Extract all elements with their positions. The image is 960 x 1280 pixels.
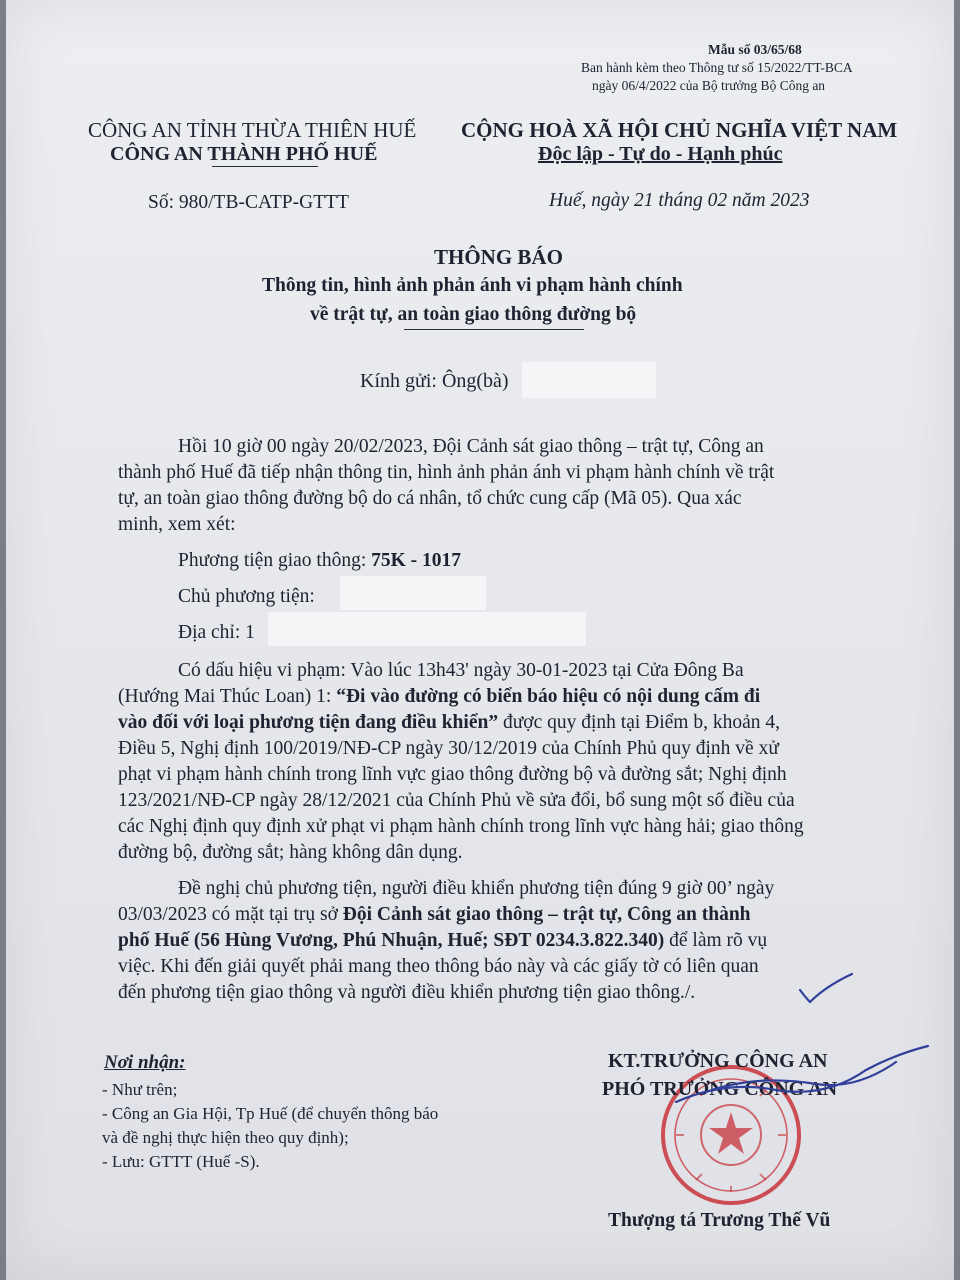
redacted-owner bbox=[340, 576, 486, 610]
vehicle-plate: 75K - 1017 bbox=[371, 550, 462, 571]
request-office-1: Đội Cảnh sát giao thông – trật tự, Công an thành bbox=[342, 904, 751, 925]
violation-line-2 bbox=[118, 684, 760, 709]
violation-line-6: 123/2021/NĐ-CP ngày 28/12/2021 của Chính Phủ về sửa đổi, bổ sung một số điều của bbox=[118, 790, 795, 811]
form-number: Mẫu số 03/65/68 bbox=[708, 42, 802, 57]
redacted-address bbox=[268, 612, 586, 646]
vehicle-field bbox=[178, 548, 461, 573]
violation-line-8: đường bộ, đường sắt; hàng không dân dụng. bbox=[118, 842, 463, 863]
recipients-heading: Nơi nhận: bbox=[104, 1052, 186, 1073]
request-line-4: việc. Khi đến giải quyết phải mang theo thông báo này và các giấy tờ có liên quan bbox=[118, 956, 759, 977]
intro-line-3: tự, an toàn giao thông đường bộ do cá nhân, tổ chức cung cấp (Mã 05). Qua xác bbox=[118, 488, 742, 509]
pen-mark-icon bbox=[796, 972, 856, 1006]
recipient-item: - Công an Gia Hội, Tp Huế (để chuyển thông báo bbox=[102, 1104, 439, 1123]
redacted-recipient-name bbox=[522, 362, 656, 398]
agency-name: CÔNG AN THÀNH PHỐ HUẾ bbox=[110, 143, 378, 165]
request-office-2: phố Huế (56 Hùng Vương, Phú Nhuận, Huế; SĐT 0234.3.822.340) bbox=[118, 930, 665, 951]
request-line-1: Đề nghị chủ phương tiện, người điều khiển phương tiện đúng 9 giờ 00’ ngày bbox=[178, 878, 775, 899]
agency-parent: CÔNG AN TỈNH THỪA THIÊN HUẾ bbox=[88, 118, 417, 142]
violation-legal-ref: được quy định tại Điểm b, khoản 4, bbox=[498, 712, 780, 733]
signature-title-2: PHÓ TRƯỞNG CÔNG AN bbox=[602, 1078, 838, 1100]
intro-line-1: Hồi 10 giờ 00 ngày 20/02/2023, Đội Cảnh sát giao thông – trật tự, Công an bbox=[178, 436, 764, 457]
violation-location: (Hướng Mai Thúc Loan) 1: bbox=[118, 686, 337, 707]
recipient-item: và đề nghị thực hiện theo quy định); bbox=[102, 1128, 349, 1147]
violation-line-1: Có dấu hiệu vi phạm: Vào lúc 13h43' ngày 30-01-2023 tại Cửa Đông Ba bbox=[178, 660, 744, 681]
agency-underline bbox=[212, 166, 318, 167]
document-subtitle-2: về trật tự, an toàn giao thông đường bộ bbox=[310, 304, 637, 325]
owner-label: Chủ phương tiện: bbox=[178, 586, 315, 607]
request-purpose: để làm rõ vụ bbox=[664, 930, 768, 951]
recipient-item: - Như trên; bbox=[102, 1080, 178, 1099]
document-page bbox=[6, 0, 954, 1280]
document-number: Số: 980/TB-CATP-GTTT bbox=[148, 192, 349, 213]
country-name: CỘNG HOÀ XÃ HỘI CHỦ NGHĨA VIỆT NAM bbox=[461, 118, 898, 142]
violation-line-7: các Nghị định quy định xử phạt vi phạm hành chính trong lĩnh vực hàng hải; giao thông bbox=[118, 816, 804, 837]
vehicle-label: Phương tiện giao thông: bbox=[178, 550, 372, 571]
request-line-5: đến phương tiện giao thông và người điều khiển phương tiện giao thông./. bbox=[118, 982, 696, 1003]
intro-line-4: minh, xem xét: bbox=[118, 514, 236, 535]
title-underline bbox=[404, 329, 584, 330]
handwritten-signature-icon bbox=[666, 1040, 936, 1130]
national-motto: Độc lập - Tự do - Hạnh phúc bbox=[538, 143, 783, 165]
document-subtitle-1: Thông tin, hình ảnh phản ánh vi phạm hành chính bbox=[262, 275, 683, 296]
document-title: THÔNG BÁO bbox=[434, 245, 563, 269]
violation-line-3 bbox=[118, 710, 780, 735]
signer-name: Thượng tá Trương Thế Vũ bbox=[608, 1210, 831, 1231]
violation-offense-1: “Đi vào đường có biển báo hiệu có nội dung cấm đi bbox=[336, 686, 761, 707]
address-label: Địa chỉ: 1 bbox=[178, 622, 255, 643]
violation-line-4: Điều 5, Nghị định 100/2019/NĐ-CP ngày 30/12/2019 của Chính Phủ quy định về xử bbox=[118, 738, 779, 759]
request-line-2 bbox=[118, 902, 751, 927]
greeting: Kính gửi: Ông(bà) bbox=[360, 370, 509, 392]
recipient-item: - Lưu: GTTT (Huế -S). bbox=[102, 1152, 260, 1171]
signature-title-1: KT.TRƯỞNG CÔNG AN bbox=[608, 1050, 828, 1072]
place-date: Huế, ngày 21 tháng 02 năm 2023 bbox=[549, 190, 810, 211]
violation-offense-2: vào đối với loại phương tiện đang điều khiển” bbox=[118, 712, 499, 733]
request-line-3 bbox=[118, 928, 767, 953]
form-issued-with: Ban hành kèm theo Thông tư số 15/2022/TT-BCA bbox=[581, 60, 853, 75]
request-date: 03/03/2023 có mặt tại trụ sở bbox=[118, 904, 343, 925]
violation-line-5: phạt vi phạm hành chính trong lĩnh vực giao thông đường bộ và đường sắt; Nghị định bbox=[118, 764, 787, 785]
form-issued-date: ngày 06/4/2022 của Bộ trưởng Bộ Công an bbox=[592, 78, 826, 93]
intro-line-2: thành phố Huế đã tiếp nhận thông tin, hình ảnh phản ánh vi phạm hành chính về trật bbox=[118, 462, 775, 483]
